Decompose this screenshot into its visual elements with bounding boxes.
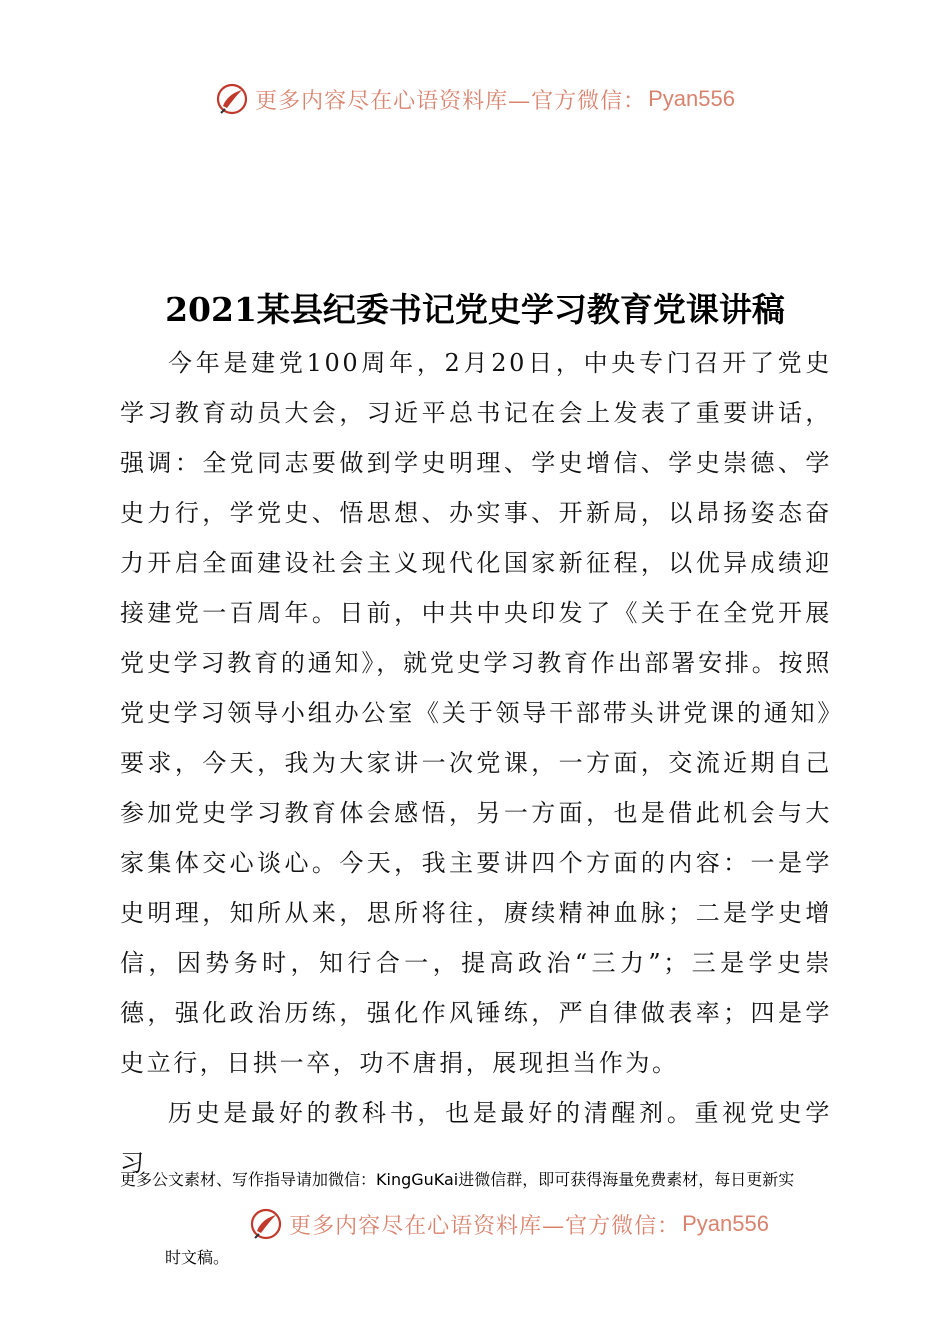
footer-promo-text-continued: 时文稿。 — [165, 1248, 230, 1267]
watermark-banner-bottom — [34, 1207, 950, 1241]
brush-logo-icon — [249, 1207, 283, 1241]
watermark-text: 更多内容尽在心语资料库—官方微信： — [289, 1213, 681, 1239]
watermark-handle: Pyan556 — [682, 1211, 769, 1236]
watermark-text: 更多内容尽在心语资料库—官方微信： — [255, 88, 647, 114]
footer-promo-text: 更多公文素材、写作指导请加微信：KingGuKai进微信群，即可获得海量免费素材，每日更新实 — [120, 1170, 795, 1189]
paragraph: 今年是建党100周年，2月20日，中央专门召开了党史学习教育动员大会，习近平总书记在会上发表了重要讲话，强调：全党同志要做到学史明理、学史增信、学史崇德、学史力行，学党史、悟思想、办实事、开新局，以昂扬姿态奋力开启全面建设社会主义现代化国家新征程，以优异成绩迎接建党一百周年。日前，中共中央印发了《关于在全党开展党史学习教育的通知》，就党史学习教育作出部署安排。按照党史学习领导小组办公室《关于领导干部带头讲党课的通知》要求，今天，我为大家讲一次党课，一方面，交流近期自己参加党史学习教育体会感悟，另一方面，也是借此机会与大家集体交心谈心。今天，我主要讲四个方面的内容：一是学史明理，知所从来，思所将往，赓续精神血脉；二是学史增信，因势务时，知行合一，提高政治“三力”；三是学史崇德，强化政治历练，强化作风锤练，严自律做表率；四是学史立行，日拱一卒，功不唐捐，展现担当作为。 — [120, 349, 832, 1077]
watermark-banner-top — [0, 82, 950, 116]
watermark-handle: Pyan556 — [648, 86, 735, 111]
paragraph: 历史是最好的教科书，也是最好的清醒剂。重视党史学习 — [120, 1099, 832, 1177]
document-title: 2021某县纪委书记党史学习教育党课讲稿 — [165, 290, 785, 330]
document-body — [120, 338, 832, 1188]
brush-logo-icon — [215, 82, 249, 116]
